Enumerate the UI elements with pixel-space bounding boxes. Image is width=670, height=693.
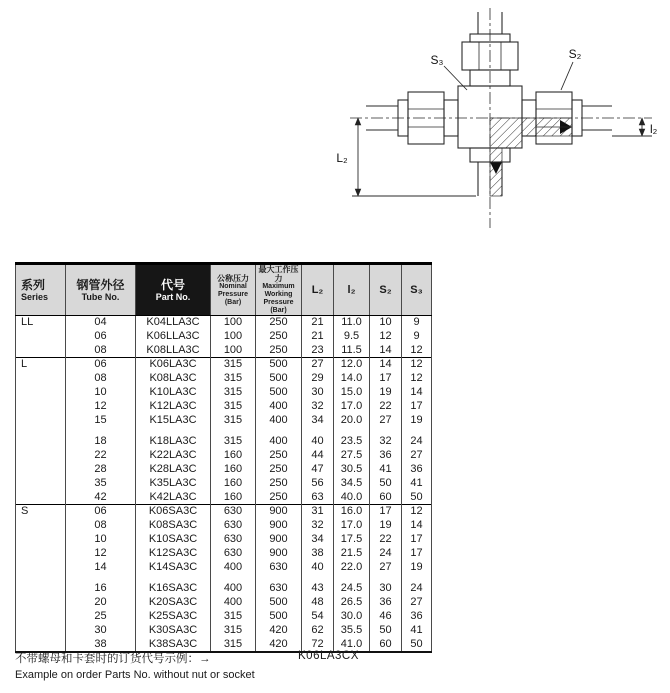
i2-cell: 21.5	[334, 547, 370, 561]
s2-cell: 14	[370, 358, 402, 372]
label-s3: S₃	[430, 53, 444, 67]
l2-cell: 54	[302, 610, 334, 624]
s2-cell: 17	[370, 505, 402, 519]
spacer-cell	[402, 428, 432, 435]
s2-cell: 32	[370, 435, 402, 449]
max-pressure-cell: 500	[256, 372, 302, 386]
nominal-pressure-cell: 630	[211, 533, 256, 547]
tube-cell: 35	[66, 477, 136, 491]
tube-cell: 08	[66, 372, 136, 386]
nominal-pressure-cell: 160	[211, 463, 256, 477]
s3-cell: 41	[402, 624, 432, 638]
max-pressure-cell: 630	[256, 582, 302, 596]
s3-cell: 27	[402, 449, 432, 463]
s2-cell: 36	[370, 596, 402, 610]
nominal-pressure-cell: 315	[211, 610, 256, 624]
spacer-cell	[334, 575, 370, 582]
header-max-pressure	[256, 264, 302, 316]
s2-cell: 36	[370, 449, 402, 463]
s2-cell: 19	[370, 519, 402, 533]
header-part-zh: 代号	[160, 278, 185, 292]
s3-cell: 9	[402, 316, 432, 330]
max-pressure-cell: 250	[256, 491, 302, 505]
l2-cell: 30	[302, 386, 334, 400]
max-pressure-cell: 500	[256, 386, 302, 400]
header-series-zh: 系列	[21, 278, 46, 292]
l2-cell: 63	[302, 491, 334, 505]
l2-cell: 43	[302, 582, 334, 596]
dimension-L2	[336, 118, 476, 196]
series-cell	[16, 330, 66, 344]
part-cell: K06LLA3C	[136, 330, 211, 344]
i2-cell: 41.0	[334, 638, 370, 652]
i2-cell: 23.5	[334, 435, 370, 449]
nominal-pressure-cell: 315	[211, 386, 256, 400]
series-cell	[16, 386, 66, 400]
header-nominal-zh: 公称压力	[217, 273, 249, 283]
s3-cell: 12	[402, 358, 432, 372]
series-cell	[16, 344, 66, 358]
max-pressure-cell: 250	[256, 463, 302, 477]
series-cell	[16, 547, 66, 561]
table-row	[16, 358, 432, 372]
part-cell: K28LA3C	[136, 463, 211, 477]
block-spacer-row	[16, 575, 432, 582]
spacer-cell	[16, 575, 66, 582]
header-series-en: Series	[21, 292, 49, 302]
part-cell: K16SA3C	[136, 582, 211, 596]
header-tube	[66, 264, 136, 316]
header-tube-zh: 钢管外径	[76, 278, 125, 292]
tube-cell: 28	[66, 463, 136, 477]
max-pressure-cell: 900	[256, 547, 302, 561]
max-pressure-cell: 500	[256, 358, 302, 372]
header-nominal-en2: Pressure (Bar)	[218, 290, 248, 306]
nominal-pressure-cell: 160	[211, 449, 256, 463]
max-pressure-cell: 250	[256, 316, 302, 330]
table-row	[16, 582, 432, 596]
s2-cell: 60	[370, 638, 402, 652]
tube-cell: 04	[66, 316, 136, 330]
part-cell: K35LA3C	[136, 477, 211, 491]
spacer-cell	[370, 575, 402, 582]
l2-cell: 32	[302, 519, 334, 533]
s3-cell: 17	[402, 547, 432, 561]
series-cell: S	[16, 505, 66, 519]
spacer-cell	[16, 428, 66, 435]
table-row	[16, 435, 432, 449]
i2-cell: 27.5	[334, 449, 370, 463]
label-l2: l₂	[650, 122, 658, 136]
part-cell: K25SA3C	[136, 610, 211, 624]
header-s3: S₃	[402, 264, 432, 316]
max-pressure-cell: 900	[256, 505, 302, 519]
header-tube-en: Tube No.	[81, 292, 120, 302]
max-pressure-cell: 400	[256, 414, 302, 428]
part-cell: K30SA3C	[136, 624, 211, 638]
l2-cell: 72	[302, 638, 334, 652]
max-pressure-cell: 500	[256, 596, 302, 610]
footer-note-zh: 不带螺母和卡套时的订货代号示例：→	[15, 653, 211, 665]
table-row	[16, 505, 432, 519]
table-row	[16, 400, 432, 414]
nominal-pressure-cell: 100	[211, 344, 256, 358]
footer-example-code: K06LA3CX	[298, 650, 359, 662]
table-row	[16, 547, 432, 561]
i2-cell: 17.0	[334, 400, 370, 414]
spacer-cell	[136, 428, 211, 435]
max-pressure-cell: 420	[256, 638, 302, 652]
part-cell: K42LA3C	[136, 491, 211, 505]
tube-cell: 42	[66, 491, 136, 505]
nominal-pressure-cell: 100	[211, 316, 256, 330]
max-pressure-cell: 400	[256, 400, 302, 414]
s3-cell: 50	[402, 491, 432, 505]
l2-cell: 62	[302, 624, 334, 638]
tube-cell: 30	[66, 624, 136, 638]
label-s2: S₂	[568, 47, 582, 61]
series-cell	[16, 463, 66, 477]
i2-cell: 15.0	[334, 386, 370, 400]
max-pressure-cell: 420	[256, 624, 302, 638]
tube-cell: 06	[66, 330, 136, 344]
part-cell: K08SA3C	[136, 519, 211, 533]
max-pressure-cell: 400	[256, 435, 302, 449]
part-cell: K38SA3C	[136, 638, 211, 652]
i2-cell: 40.0	[334, 491, 370, 505]
table-row	[16, 477, 432, 491]
series-cell	[16, 449, 66, 463]
nominal-pressure-cell: 315	[211, 435, 256, 449]
s2-cell: 14	[370, 344, 402, 358]
table-row	[16, 386, 432, 400]
spacer-cell	[211, 428, 256, 435]
s2-cell: 50	[370, 477, 402, 491]
l2-cell: 40	[302, 435, 334, 449]
tube-cell: 08	[66, 344, 136, 358]
table-row	[16, 624, 432, 638]
nominal-pressure-cell: 400	[211, 596, 256, 610]
header-max-en2: Pressure (Bar)	[263, 299, 294, 314]
spacer-cell	[334, 428, 370, 435]
s3-cell: 14	[402, 386, 432, 400]
nominal-pressure-cell: 630	[211, 505, 256, 519]
i2-cell: 24.5	[334, 582, 370, 596]
max-pressure-cell: 250	[256, 477, 302, 491]
spacer-cell	[211, 575, 256, 582]
s2-cell: 50	[370, 624, 402, 638]
s2-cell: 27	[370, 561, 402, 575]
i2-cell: 9.5	[334, 330, 370, 344]
part-cell: K04LLA3C	[136, 316, 211, 330]
s2-cell: 12	[370, 330, 402, 344]
tube-cell: 16	[66, 582, 136, 596]
header-max-en1: Maximum Working	[262, 283, 295, 298]
s2-cell: 17	[370, 372, 402, 386]
i2-cell: 16.0	[334, 505, 370, 519]
label-L2: L₂	[336, 151, 348, 165]
max-pressure-cell: 250	[256, 330, 302, 344]
i2-cell: 17.0	[334, 519, 370, 533]
max-pressure-cell: 900	[256, 533, 302, 547]
l2-cell: 38	[302, 547, 334, 561]
i2-cell: 20.0	[334, 414, 370, 428]
tube-cell: 38	[66, 638, 136, 652]
nominal-pressure-cell: 100	[211, 330, 256, 344]
tube-cell: 14	[66, 561, 136, 575]
part-cell: K15LA3C	[136, 414, 211, 428]
s2-cell: 22	[370, 400, 402, 414]
i2-cell: 35.5	[334, 624, 370, 638]
spacer-cell	[256, 575, 302, 582]
series-cell	[16, 491, 66, 505]
nominal-pressure-cell: 315	[211, 638, 256, 652]
s2-cell: 10	[370, 316, 402, 330]
i2-cell: 22.0	[334, 561, 370, 575]
tube-cell: 15	[66, 414, 136, 428]
part-cell: K18LA3C	[136, 435, 211, 449]
l2-cell: 29	[302, 372, 334, 386]
table-row	[16, 610, 432, 624]
s2-cell: 30	[370, 582, 402, 596]
series-cell	[16, 372, 66, 386]
i2-cell: 14.0	[334, 372, 370, 386]
spacer-cell	[256, 428, 302, 435]
l2-cell: 21	[302, 330, 334, 344]
part-cell: K08LA3C	[136, 372, 211, 386]
s3-cell: 36	[402, 610, 432, 624]
s2-cell: 60	[370, 491, 402, 505]
max-pressure-cell: 250	[256, 344, 302, 358]
l2-cell: 56	[302, 477, 334, 491]
table-row	[16, 533, 432, 547]
series-cell	[16, 582, 66, 596]
part-cell: K10SA3C	[136, 533, 211, 547]
table-row	[16, 372, 432, 386]
tube-cell: 12	[66, 400, 136, 414]
s3-cell: 17	[402, 400, 432, 414]
s3-cell: 12	[402, 505, 432, 519]
table-header	[16, 264, 432, 316]
part-cell: K12LA3C	[136, 400, 211, 414]
part-cell: K14SA3C	[136, 561, 211, 575]
spacer-cell	[370, 428, 402, 435]
nominal-pressure-cell: 315	[211, 414, 256, 428]
i2-cell: 30.5	[334, 463, 370, 477]
i2-cell: 30.0	[334, 610, 370, 624]
s2-cell: 41	[370, 463, 402, 477]
table-row	[16, 344, 432, 358]
l2-cell: 34	[302, 533, 334, 547]
l2-cell: 23	[302, 344, 334, 358]
nominal-pressure-cell: 315	[211, 358, 256, 372]
i2-cell: 17.5	[334, 533, 370, 547]
part-cell: K10LA3C	[136, 386, 211, 400]
s3-cell: 24	[402, 582, 432, 596]
table-row	[16, 330, 432, 344]
s3-cell: 12	[402, 344, 432, 358]
header-nominal-pressure	[211, 264, 256, 316]
l2-cell: 34	[302, 414, 334, 428]
header-nominal-en1: Nominal	[219, 282, 247, 290]
header-part-en: Part No.	[155, 292, 191, 302]
part-cell: K06LA3C	[136, 358, 211, 372]
tube-cell: 20	[66, 596, 136, 610]
footer-note-en: Example on order Parts No. without nut or socket	[15, 669, 255, 681]
i2-cell: 11.5	[334, 344, 370, 358]
s3-cell: 19	[402, 561, 432, 575]
table-row	[16, 316, 432, 330]
series-cell	[16, 533, 66, 547]
max-pressure-cell: 250	[256, 449, 302, 463]
i2-cell: 26.5	[334, 596, 370, 610]
tube-cell: 08	[66, 519, 136, 533]
tube-cell: 25	[66, 610, 136, 624]
s3-cell: 41	[402, 477, 432, 491]
nominal-pressure-cell: 315	[211, 372, 256, 386]
block-spacer-row	[16, 428, 432, 435]
leader-labels	[431, 47, 582, 90]
header-part	[136, 264, 211, 316]
s3-cell: 24	[402, 435, 432, 449]
table-body	[16, 316, 432, 652]
series-cell: LL	[16, 316, 66, 330]
part-cell: K06SA3C	[136, 505, 211, 519]
header-l2: L₂	[302, 264, 334, 316]
l2-cell: 40	[302, 561, 334, 575]
nominal-pressure-cell: 315	[211, 400, 256, 414]
table-row	[16, 596, 432, 610]
nominal-pressure-cell: 630	[211, 547, 256, 561]
part-cell: K22LA3C	[136, 449, 211, 463]
table-row	[16, 519, 432, 533]
spec-table	[15, 262, 432, 653]
s3-cell: 36	[402, 463, 432, 477]
series-cell	[16, 400, 66, 414]
series-cell: L	[16, 358, 66, 372]
spacer-cell	[302, 575, 334, 582]
nominal-pressure-cell: 160	[211, 491, 256, 505]
s3-cell: 9	[402, 330, 432, 344]
table-row	[16, 449, 432, 463]
table-row	[16, 491, 432, 505]
series-cell	[16, 596, 66, 610]
table-row	[16, 414, 432, 428]
nominal-pressure-cell: 400	[211, 561, 256, 575]
spacer-cell	[66, 575, 136, 582]
tube-cell: 06	[66, 358, 136, 372]
s3-cell: 19	[402, 414, 432, 428]
spacer-cell	[402, 575, 432, 582]
header-s2: S₂	[370, 264, 402, 316]
i2-cell: 12.0	[334, 358, 370, 372]
tube-cell: 10	[66, 386, 136, 400]
part-cell: K08LLA3C	[136, 344, 211, 358]
l2-cell: 21	[302, 316, 334, 330]
header-series	[16, 264, 66, 316]
max-pressure-cell: 630	[256, 561, 302, 575]
tube-cell: 18	[66, 435, 136, 449]
series-cell	[16, 414, 66, 428]
table-row	[16, 561, 432, 575]
nominal-pressure-cell: 160	[211, 477, 256, 491]
nominal-pressure-cell: 630	[211, 519, 256, 533]
s3-cell: 14	[402, 519, 432, 533]
l2-cell: 44	[302, 449, 334, 463]
part-cell: K20SA3C	[136, 596, 211, 610]
table-row	[16, 463, 432, 477]
series-cell	[16, 519, 66, 533]
l2-cell: 31	[302, 505, 334, 519]
s2-cell: 46	[370, 610, 402, 624]
s2-cell: 24	[370, 547, 402, 561]
i2-cell: 34.5	[334, 477, 370, 491]
s3-cell: 12	[402, 372, 432, 386]
tube-cell: 12	[66, 547, 136, 561]
s3-cell: 27	[402, 596, 432, 610]
nominal-pressure-cell: 315	[211, 624, 256, 638]
i2-cell: 11.0	[334, 316, 370, 330]
header-i2: l₂	[334, 264, 370, 316]
s2-cell: 22	[370, 533, 402, 547]
part-cell: K12SA3C	[136, 547, 211, 561]
max-pressure-cell: 500	[256, 610, 302, 624]
tube-cell: 10	[66, 533, 136, 547]
s2-cell: 27	[370, 414, 402, 428]
tube-cell: 22	[66, 449, 136, 463]
header-row	[16, 264, 432, 316]
s3-cell: 17	[402, 533, 432, 547]
series-cell	[16, 624, 66, 638]
nominal-pressure-cell: 400	[211, 582, 256, 596]
s3-cell: 50	[402, 638, 432, 652]
series-cell	[16, 477, 66, 491]
footer-note	[15, 650, 495, 681]
dimension-l2	[612, 118, 658, 136]
max-pressure-cell: 900	[256, 519, 302, 533]
series-cell	[16, 435, 66, 449]
series-cell	[16, 561, 66, 575]
cross-fitting-diagram	[0, 0, 670, 250]
series-cell	[16, 610, 66, 624]
l2-cell: 32	[302, 400, 334, 414]
tube-cell: 06	[66, 505, 136, 519]
l2-cell: 48	[302, 596, 334, 610]
spacer-cell	[136, 575, 211, 582]
spacer-cell	[302, 428, 334, 435]
s2-cell: 19	[370, 386, 402, 400]
header-max-zh: 最大工作压力	[258, 265, 299, 283]
footer-line-1	[15, 650, 495, 666]
l2-cell: 47	[302, 463, 334, 477]
spacer-cell	[66, 428, 136, 435]
l2-cell: 27	[302, 358, 334, 372]
